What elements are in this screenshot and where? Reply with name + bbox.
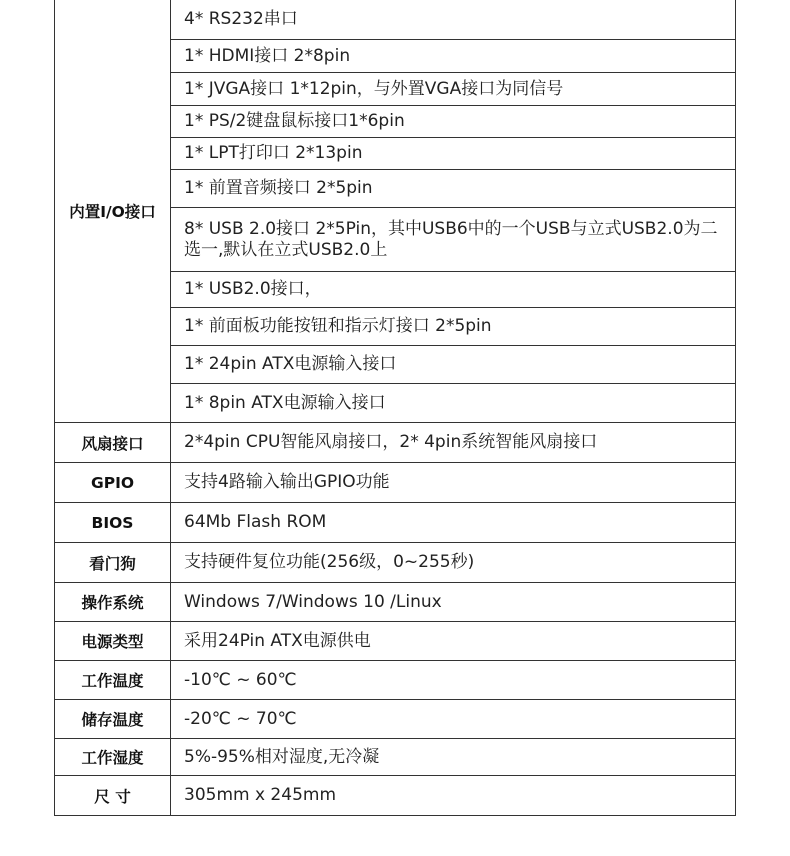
row-value: 1* 8pin ATX电源输入接口 xyxy=(171,384,736,423)
table-row xyxy=(55,463,736,503)
table-row xyxy=(55,543,736,583)
table-row xyxy=(55,776,736,816)
row-value: 1* JVGA接口 1*12pin，与外置VGA接口为同信号 xyxy=(171,73,736,106)
row-label-os: 操作系统 xyxy=(55,583,171,622)
row-value: 8* USB 2.0接口 2*5Pin，其中USB6中的一个USB与立式USB2.0为二选一,默认在立式USB2.0上 xyxy=(171,208,736,272)
row-value: 2*4pin CPU智能风扇接口，2* 4pin系统智能风扇接口 xyxy=(171,423,736,463)
row-value: -20℃ ~ 70℃ xyxy=(171,700,736,739)
table-row xyxy=(55,739,736,776)
row-label-humidity: 工作湿度 xyxy=(55,739,171,776)
row-label-gpio: GPIO xyxy=(55,463,171,503)
table-row xyxy=(55,0,736,40)
row-value: 1* HDMI接口 2*8pin xyxy=(171,40,736,73)
row-value: 5%-95%相对湿度,无冷凝 xyxy=(171,739,736,776)
table-row xyxy=(55,661,736,700)
row-value: 支持4路输入输出GPIO功能 xyxy=(171,463,736,503)
row-value: 4* RS232串口 xyxy=(171,0,736,40)
table-row xyxy=(55,423,736,463)
row-value: 1* USB2.0接口， xyxy=(171,272,736,308)
row-value: 支持硬件复位功能(256级，0~255秒) xyxy=(171,543,736,583)
row-label-dimensions: 尺 寸 xyxy=(55,776,171,816)
row-value: Windows 7/Windows 10 /Linux xyxy=(171,583,736,622)
row-value: 1* 24pin ATX电源输入接口 xyxy=(171,346,736,384)
row-label-storage-temp: 储存温度 xyxy=(55,700,171,739)
row-value: -10℃ ~ 60℃ xyxy=(171,661,736,700)
table-row xyxy=(55,622,736,661)
row-value: 1* PS/2键盘鼠标接口1*6pin xyxy=(171,106,736,138)
row-value: 采用24Pin ATX电源供电 xyxy=(171,622,736,661)
spec-table xyxy=(54,0,736,816)
row-label-builtin-io: 内置I/O接口 xyxy=(55,0,171,423)
table-row xyxy=(55,583,736,622)
row-value: 305mm x 245mm xyxy=(171,776,736,816)
table-row xyxy=(55,503,736,543)
row-value: 1* LPT打印口 2*13pin xyxy=(171,138,736,170)
row-value: 1* 前面板功能按钮和指示灯接口 2*5pin xyxy=(171,308,736,346)
row-label-power-type: 电源类型 xyxy=(55,622,171,661)
row-value: 64Mb Flash ROM xyxy=(171,503,736,543)
row-label-operating-temp: 工作温度 xyxy=(55,661,171,700)
row-label-bios: BIOS xyxy=(55,503,171,543)
row-label-watchdog: 看门狗 xyxy=(55,543,171,583)
table-row xyxy=(55,700,736,739)
row-label-fan: 风扇接口 xyxy=(55,423,171,463)
row-value: 1* 前置音频接口 2*5pin xyxy=(171,170,736,208)
